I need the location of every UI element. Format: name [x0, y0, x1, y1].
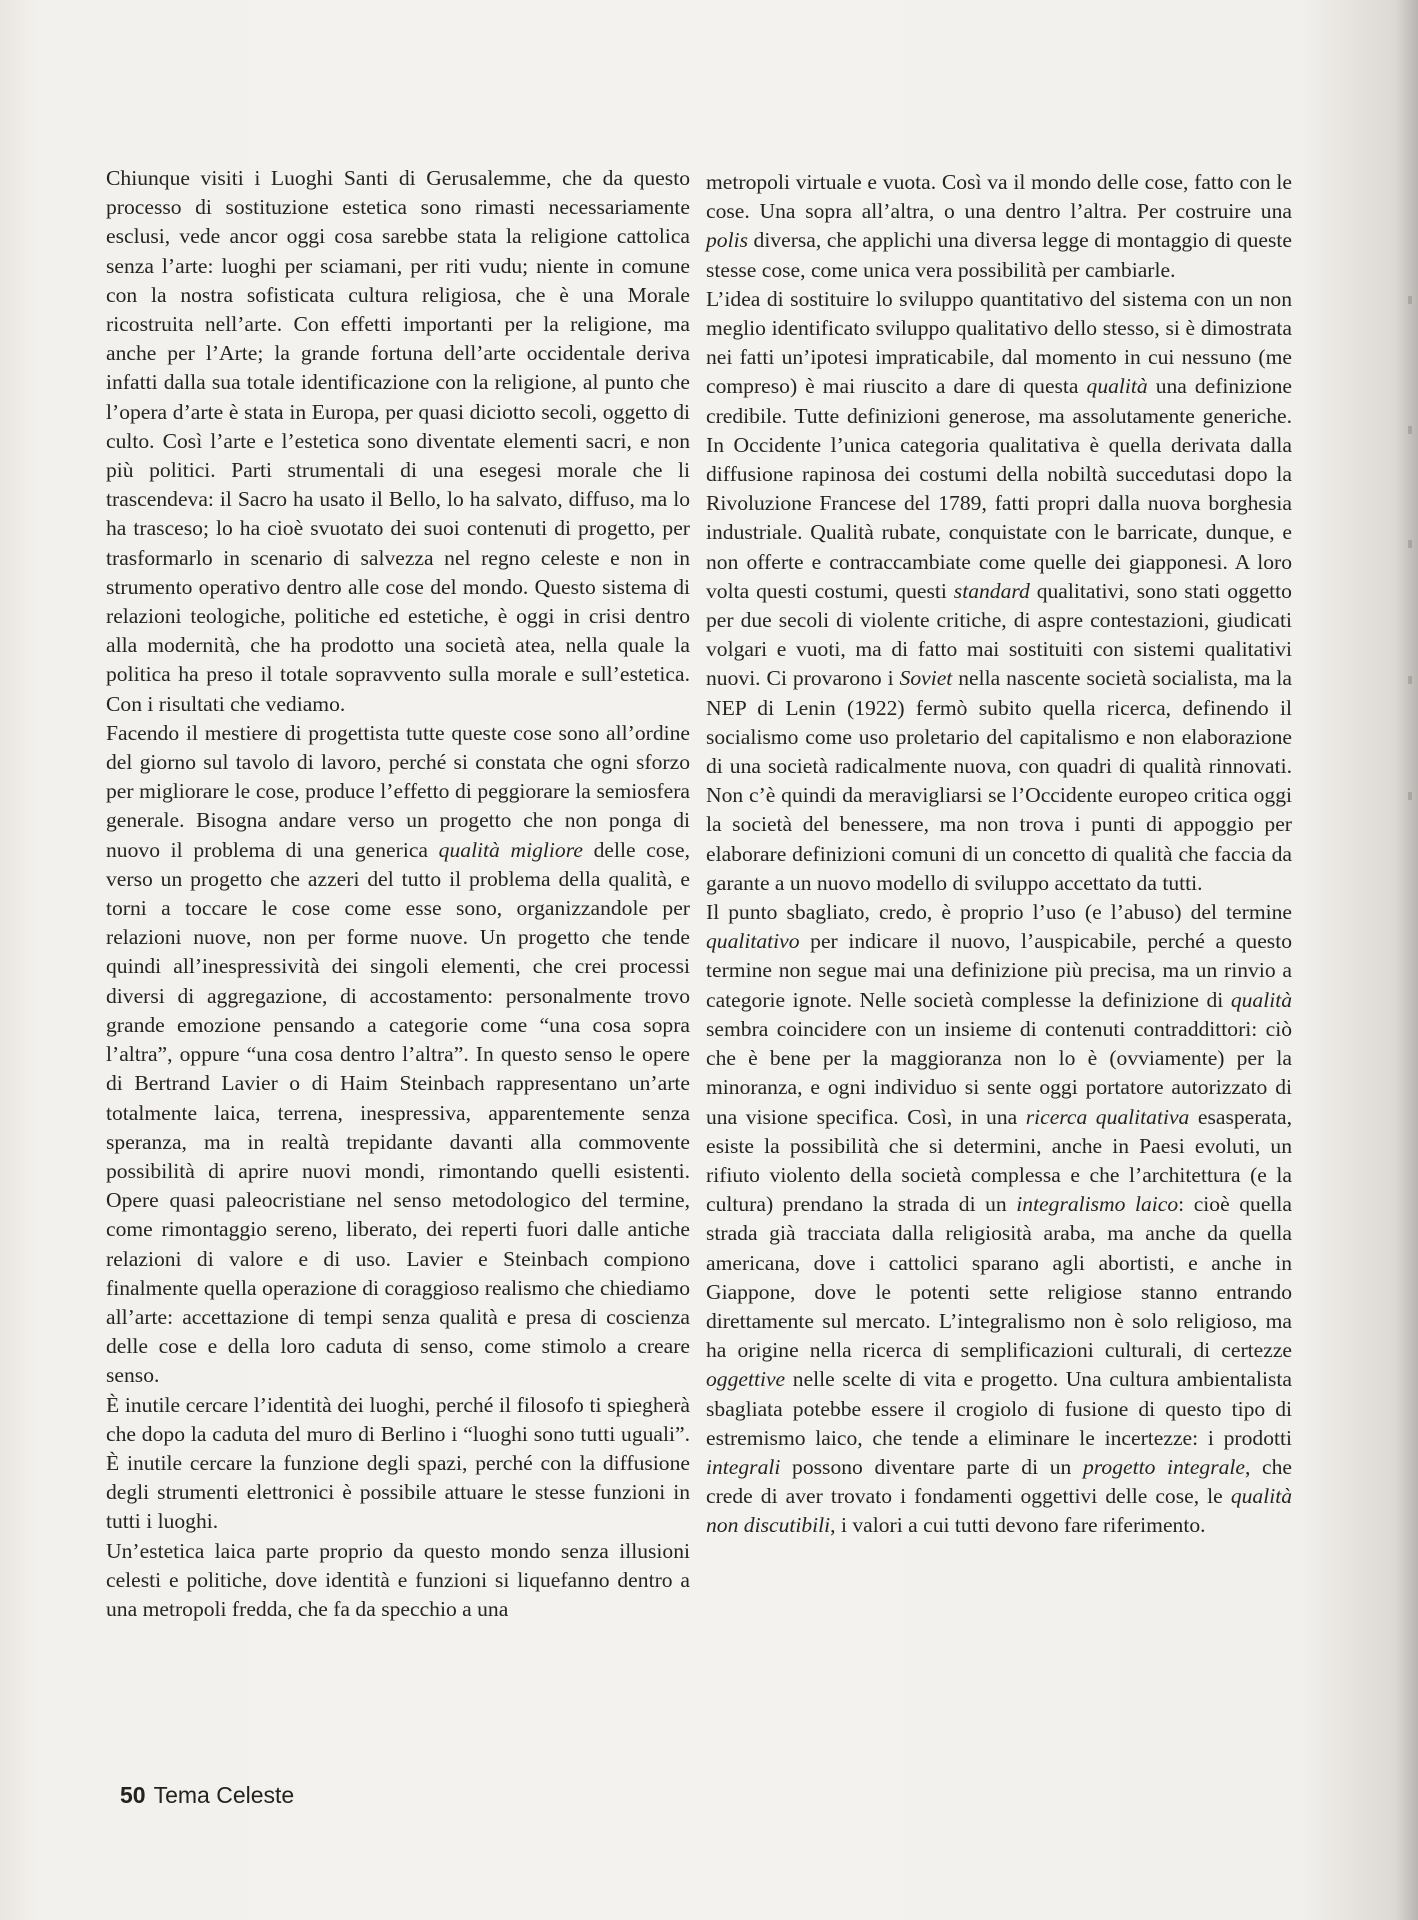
paragraph: metropoli virtuale e vuota. Così va il mondo delle cose, fatto con le cose. Una sopra all’altra, o una dentro l’altra. Per costruire una polis diversa, che applichi una diversa legge di montaggio di queste stesse cose, come unica vera possibilità per cambiarle.: [706, 170, 1292, 282]
page-edge-mark: [1408, 676, 1412, 684]
page-number: 50: [120, 1782, 146, 1808]
page-edge-mark: [1408, 426, 1412, 434]
paragraph: Il punto sbagliato, credo, è proprio l’uso (e l’abuso) del termine qualitativo per indicare il nuovo, l’auspicabile, perché a questo termine non segue mai una definizione più precisa, ma un rinvio a categorie ignote. Nelle società complesse la definizione di qualità sembra coincidere con un insieme di contenuti contraddittori: ciò che è bene per la maggioranza non lo è (ovviamente) per la minoranza, e ogni individuo si sente oggi portatore autorizzato di una visione specifica. Così, in una ricerca qualitativa esasperata, esiste la possibilità che si determini, anche in Paesi evoluti, un rifiuto violento della società complessa e che l’architettura (e la cultura) prendano la strada di un integralismo laico: cioè quella strada già tracciata dalla religiosità araba, ma anche da quella americana, dove i cattolici sparano agli abortisti, e anche in Giappone, dove le potenti sette religiose stanno entrando direttamente sul mercato. L’integralismo non è solo religioso, ma ha origine nella ricerca di semplificazioni culturali, di certezze oggettive nelle scelte di vita e progetto. Una cultura ambientalista sbagliata potebbe essere il crogiolo di fusione di questo tipo di estremismo laico, che tende a eliminare le incertezze: i prodotti integrali possono diventare parte di un progetto integrale, che crede di aver trovato i fondamenti oggettivi delle cose, le qualità non discutibili, i valori a cui tutti devono fare riferimento.: [706, 900, 1293, 1538]
page-edge-mark: [1408, 792, 1412, 800]
paragraph: È inutile cercare l’identità dei luoghi, perché il filosofo ti spiegherà che dopo la caduta del muro di Berlino i “luoghi sono tutti uguali”. È inutile cercare la funzione degli spazi, perché con la diffusione degli strumenti elettronici è possibile attuare le stesse funzioni in tutti i luoghi.: [106, 1392, 690, 1534]
page-edge-mark: [1408, 540, 1412, 548]
paragraph: L’idea di sostituire lo sviluppo quantitativo del sistema con un non meglio identificato sviluppo qualitativo dello stesso, si è dimostrata nei fatti un’ipotesi impraticabile, dal momento in cui nessuno (me compreso) è mai riuscito a dare di questa qualità una definizione credibile. Tutte definizioni generose, ma assolutamente generiche. In Occidente l’unica categoria qualitativa è quella derivata dalla diffusione rapinosa dei costumi della nobiltà succedutasi dopo la Rivoluzione Francese del 1789, fatti propri dalla nuova borghesia industriale. Qualità rubate, conquistate con le barricate, dunque, e non offerte e contraccambiate come quelle dei giapponesi. A loro volta questi costumi, questi standard qualitativi, sono stati oggetto per due secoli di violente critiche, di aspre contestazioni, giudicati volgari e vuoti, ma di fatto mai sostituiti con sistemi qualitativi nuovi. Ci provarono i Soviet nella nascente società socialista, ma la NEP di Lenin (1922) fermò subito quella ricerca, definendo il socialismo come uso proletario del capitalismo e non elaborazione di una società radicalmente nuova, con quadri di qualità rinnovati. Non c’è quindi da meravigliarsi se l’Occidente europeo critica oggi la società del benessere, ma non trova i punti di appoggio per elaborare definizioni comuni di un concetto di qualità che faccia da garante a un nuovo modello di sviluppo accettato da tutti.: [706, 286, 1292, 895]
article-column-left: [106, 164, 690, 1624]
paragraph: Facendo il mestiere di progettista tutte queste cose sono all’ordine del giorno sul tavolo di lavoro, perché si constata che ogni sforzo per migliorare le cose, produce l’effetto di peggiorare la semiosfera generale. Bisogna andare verso un progetto che non ponga di nuovo il problema di una generica qualità migliore delle cose, verso un progetto che azzeri del tutto il problema della qualità, e torni a toccare le cose come esse sono, organizzandole per relazioni nuove, non per forme nuove. Un progetto che tende quindi all’inespressività dei singoli elementi, che crei processi diversi di aggregazione, di accostamento: personalmente trovo grande emozione pensando a categorie come “una cosa sopra l’altra”, oppure “una cosa dentro l’altra”. In questo senso le opere di Bertrand Lavier o di Haim Steinbach rappresentano un’arte totalmente laica, terrena, inespressiva, apparentemente senza speranza, ma in realtà trepidante davanti alla commovente possibilità di aprire nuovi mondi, rimontando quelli esistenti. Opere quasi paleocristiane nel senso metodologico del termine, come rimontaggio sereno, liberato, dei reperti fuori dalle antiche relazioni di valore e di uso. Lavier e Steinbach compiono finalmente quella operazione di coraggioso realismo che chiediamo all’arte: accettazione di tempi senza qualità e presa di coscienza delle cose e della loro caduta di senso, come stimolo a creare senso.: [106, 720, 690, 1388]
paragraph: Chiunque visiti i Luoghi Santi di Gerusalemme, che da questo processo di sostituzione estetica sono rimasti necessariamente esclusi, vede ancor oggi cosa sarebbe stata la religione cattolica senza l’arte: luoghi per sciamani, per riti vudu; niente in comune con la nostra sofisticata cultura religiosa, che è una Morale ricostruita nell’arte. Con effetti importanti per la religione, ma anche per l’Arte; la grande fortuna dell’arte occidentale deriva infatti dalla sua totale identificazione con la religione, al punto che l’opera d’arte è stata in Europa, per quasi diciotto secoli, oggetto di culto. Così l’arte e l’estetica sono diventate elementi sacri, e non più politici. Parti strumentali di una esegesi morale che li trascendeva: il Sacro ha usato il Bello, lo ha salvato, diffuso, ma lo ha trasceso; lo ha cioè svuotato dei suoi contenuti di progetto, per trasformarlo in scenario di salvezza nel regno celeste e non in strumento operativo dentro alle cose del mondo. Questo sistema di relazioni teologiche, politiche ed estetiche, è oggi in crisi dentro alla modernità, che ha prodotto una società atea, nella quale la politica ha preso il totale sopravvento sulla morale e sull’estetica. Con i risultati che vediamo.: [106, 166, 690, 716]
page-footer: [120, 1782, 294, 1809]
magazine-title: Tema Celeste: [153, 1782, 295, 1808]
paragraph: Un’estetica laica parte proprio da questo mondo senza illusioni celesti e politiche, dove identità e funzioni si liquefanno dentro a una metropoli fredda, che fa da specchio a una: [106, 1538, 690, 1621]
article-column-right: [706, 168, 1292, 1541]
page-edge-mark: [1408, 296, 1412, 304]
